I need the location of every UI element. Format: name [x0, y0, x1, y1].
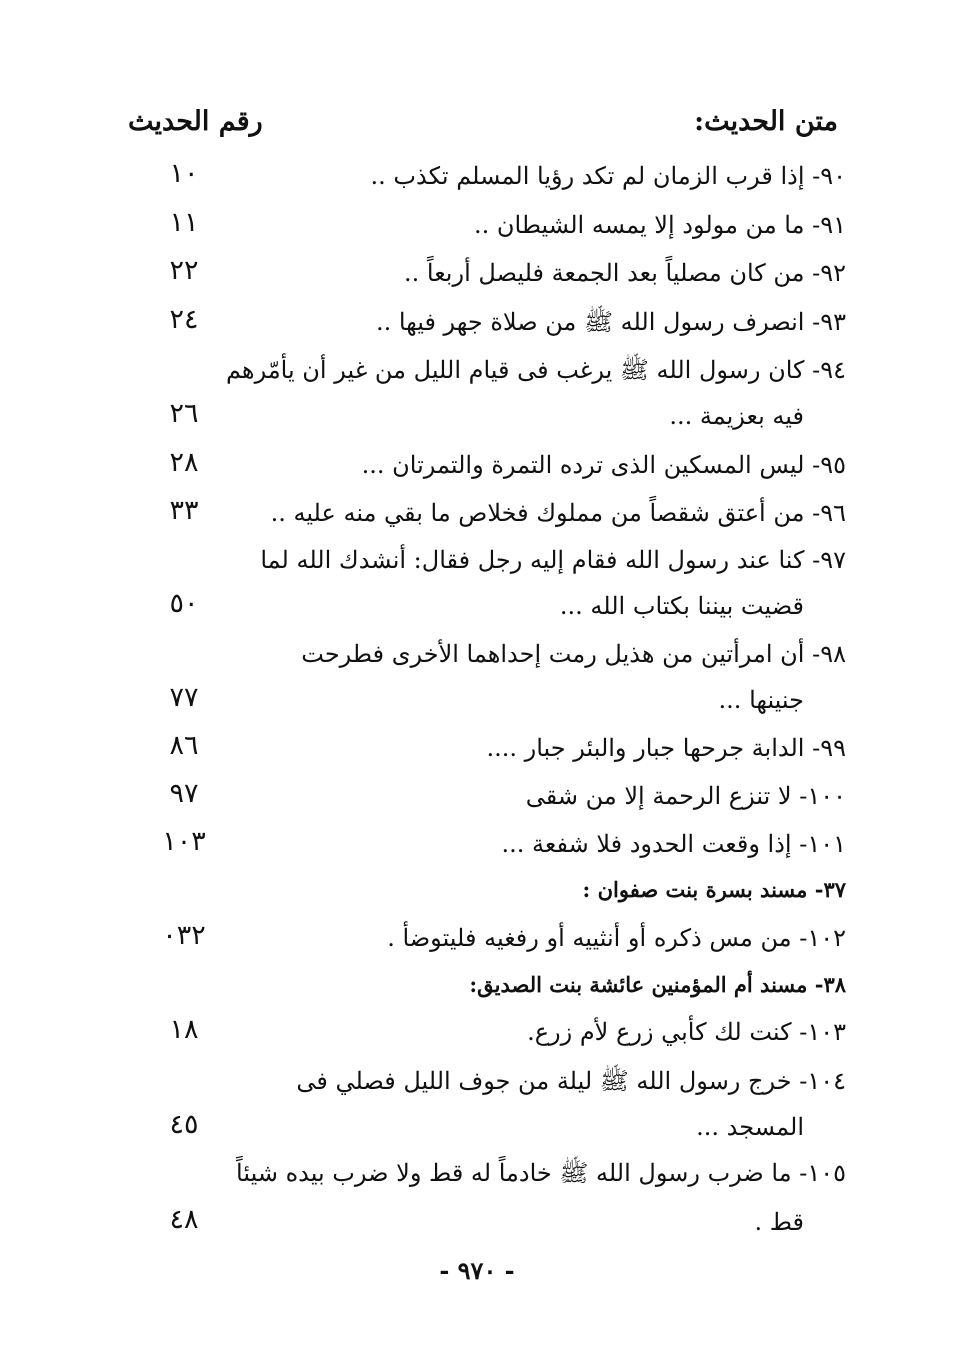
entry-text-continuation: قضيت بيننا بكتاب الله ...: [559, 592, 804, 620]
entry-text: ٩٨- أن امرأتين من هذيل رمت إحداهما الأخرى فطرحت: [301, 640, 846, 668]
entry-number: ٢٢: [169, 255, 199, 286]
entry-text: ١٠٣- كنت لك كأبي زرع لأم زرع.: [527, 1018, 846, 1046]
entry-text-continuation: قط .: [754, 1208, 804, 1236]
entry-number: ١١: [169, 207, 199, 238]
entry-text-continuation: جنينها ...: [718, 686, 804, 714]
entry-text-continuation: المسجد ...: [696, 1113, 804, 1141]
entry-text: ١٠٤- خرج رسول الله ﷺ ليلة من جوف الليل فصلي فى: [296, 1067, 846, 1095]
section-heading: ٣٨- مسند أم المؤمنين عائشة بنت الصديق:: [469, 972, 846, 997]
entry-text: ١٠٠- لا تنزع الرحمة إلا من شقى: [525, 782, 846, 810]
entry-number: ٢٦: [169, 398, 199, 429]
entry-number: ١٠: [169, 158, 199, 189]
entry-number: ٩٧: [169, 778, 199, 809]
entry-number: ٧٧: [169, 682, 199, 713]
number-column-heading: رقم الحديث: [128, 106, 263, 137]
entry-text: ٩٤- كان رسول الله ﷺ يرغب فى قيام الليل من غير أن يأمّرهم: [225, 356, 846, 384]
entry-text: ٩٧- كنا عند رسول الله فقام إليه رجل فقال: أنشدك الله لما: [260, 546, 846, 574]
entry-number: ٥٠: [169, 588, 199, 619]
entry-number: ١٠٣: [162, 826, 206, 857]
entry-text: ٩٠- إذا قرب الزمان لم تكد رؤيا المسلم تكذب ..: [370, 162, 846, 190]
entry-text: ٩١- ما من مولود إلا يمسه الشيطان ..: [474, 211, 846, 239]
page-number: - ٩٧٠ -: [439, 1256, 515, 1285]
entry-text-continuation: فيه بعزيمة ...: [669, 402, 804, 430]
entry-number: ٤٥: [169, 1109, 199, 1140]
text-column-heading: متن الحديث:: [694, 106, 838, 137]
entry-text: ١٠١- إذا وقعت الحدود فلا شفعة ...: [501, 830, 846, 858]
entry-number: ٨٦: [169, 730, 199, 761]
entry-text: ٩٣- انصرف رسول الله ﷺ من صلاة جهر فيها ..: [375, 308, 846, 336]
entry-text: ١٠٢- من مس ذكره أو أنثييه أو رفغيه فليتوضأ .: [387, 924, 846, 952]
entry-text: ١٠٥- ما ضرب رسول الله ﷺ خادماً له قط ولا ضرب بيده شيئاً: [236, 1159, 846, 1187]
entry-text: ٩٩- الدابة جرحها جبار والبئر جبار ....: [486, 734, 846, 762]
entry-number: ٠٣٢: [162, 920, 206, 951]
entry-number: ٤٨: [169, 1204, 199, 1235]
section-heading: ٣٧- مسند بسرة بنت صفوان :: [582, 877, 846, 902]
entry-number: ٣٣: [169, 495, 199, 526]
entry-text: ٩٢- من كان مصلياً بعد الجمعة فليصل أربعاً ..: [404, 259, 846, 287]
entry-text: ٩٦- من أعتق شقصاً من مملوك فخلاص ما بقي منه عليه ..: [270, 499, 846, 527]
entry-number: ٢٨: [169, 447, 199, 478]
entry-number: ٢٤: [169, 304, 199, 335]
entry-number: ١٨: [169, 1014, 199, 1045]
entry-text: ٩٥- ليس المسكين الذى ترده التمرة والتمرتان ...: [361, 451, 846, 479]
